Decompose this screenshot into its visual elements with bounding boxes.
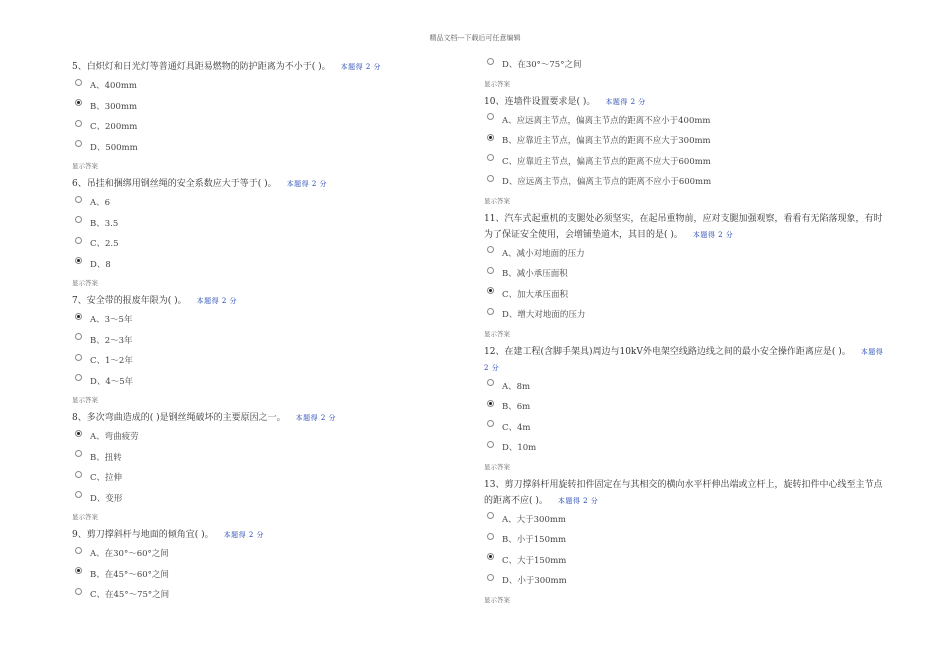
answer-option[interactable] [484, 376, 884, 397]
question-text [484, 208, 884, 243]
answer-option[interactable] [484, 550, 884, 571]
radio-button[interactable] [75, 120, 82, 127]
question-block [484, 474, 884, 607]
question-text [72, 173, 462, 192]
answer-option[interactable] [484, 263, 884, 284]
answer-option[interactable] [484, 509, 884, 530]
score-label: 本题得 2 分 [286, 180, 328, 188]
score-label: 本题得 2 分 [295, 414, 337, 422]
option-label: D、应远离主节点，偏离主节点的距离不应小于600mm [502, 177, 712, 188]
option-label: A、弯曲疲劳 [90, 432, 139, 443]
question-block [72, 173, 462, 290]
question-block [484, 208, 884, 341]
option-label: B、300mm [90, 101, 138, 112]
option-label: A、减小对地面的压力 [502, 248, 585, 259]
answer-option[interactable] [72, 137, 462, 158]
question-block [72, 524, 462, 605]
question-stem: 11、汽车式起重机的支腿处必须坚实，在起吊重物前，应对支腿加强观察，看看有无陷落现象，有时为了保证安全使用，会增铺垫道木，其目的是( )。 [484, 213, 883, 240]
radio-button[interactable] [487, 553, 494, 560]
question-stem: 7、安全带的报废年限为( )。 [72, 296, 187, 306]
radio-button[interactable] [75, 237, 82, 244]
radio-button[interactable] [487, 113, 494, 120]
radio-button[interactable] [487, 308, 494, 315]
radio-button[interactable] [487, 267, 494, 274]
radio-button[interactable] [75, 333, 82, 340]
answer-option[interactable] [72, 350, 462, 371]
show-answer-link[interactable]: 显示答案 [484, 79, 510, 88]
radio-button[interactable] [487, 379, 494, 386]
radio-button[interactable] [75, 196, 82, 203]
show-answer-link[interactable]: 显示答案 [72, 396, 98, 404]
show-answer-link[interactable]: 显示答案 [72, 162, 98, 170]
answer-option[interactable] [72, 467, 462, 488]
option-label: B、减小承压面积 [502, 269, 568, 280]
answer-option[interactable] [484, 171, 884, 192]
question-block [484, 341, 884, 474]
option-label: A、大于300mm [502, 514, 566, 525]
answer-option[interactable] [72, 330, 462, 351]
radio-button[interactable] [487, 154, 494, 161]
question-block [484, 91, 884, 208]
radio-button[interactable] [487, 58, 494, 65]
option-label: C、200mm [90, 122, 138, 133]
answer-option[interactable] [484, 529, 884, 550]
answer-option[interactable] [484, 437, 884, 458]
answer-option[interactable] [72, 447, 462, 468]
option-label: A、8m [502, 381, 531, 392]
option-label: A、6 [90, 198, 111, 209]
question-stem: 9、剪刀撑斜杆与地面的倾角宜( )。 [72, 530, 214, 540]
show-answer-link[interactable]: 显示答案 [72, 513, 98, 521]
option-label: A、在30°～60°之间 [90, 549, 169, 560]
show-answer-link[interactable]: 显示答案 [484, 595, 510, 604]
option-label: D、4～5年 [90, 376, 134, 387]
page-header: 精品文档---下载后可任意编辑 [429, 34, 521, 42]
radio-button[interactable] [487, 287, 494, 294]
score-label: 本题得 2 分 [557, 496, 599, 505]
option-label: B、在45°～60°之间 [90, 569, 169, 580]
question-text [484, 474, 884, 509]
option-label: A、400mm [90, 81, 137, 92]
score-label: 本题得 2 分 [196, 297, 238, 305]
question-block [72, 56, 462, 173]
answer-option[interactable] [484, 304, 884, 325]
answer-option[interactable] [484, 396, 884, 417]
option-label: C、4m [502, 422, 531, 433]
score-label: 本题得 2 分 [340, 63, 382, 71]
option-label: B、应靠近主节点，偏离主节点的距离不应大于300mm [502, 136, 711, 147]
question-stem: 6、吊挂和捆绑用钢丝绳的安全系数应大于等于( )。 [72, 179, 277, 189]
score-label: 本题得 2 分 [605, 97, 646, 106]
option-label: D、在30°～75°之间 [502, 60, 582, 71]
question-text [484, 341, 884, 376]
answer-option[interactable] [484, 243, 884, 264]
answer-option[interactable] [72, 254, 462, 275]
question-text [72, 524, 462, 543]
option-label: C、拉伸 [90, 473, 123, 484]
question-text [484, 91, 884, 110]
right-column [484, 56, 884, 607]
option-label: A、应远离主节点，偏离主节点的距离不应小于400mm [502, 115, 711, 126]
answer-option[interactable] [484, 110, 884, 131]
answer-option[interactable] [484, 417, 884, 438]
option-label: B、扭转 [90, 452, 122, 463]
radio-button[interactable] [75, 216, 82, 223]
score-label: 本题得 2 分 [484, 347, 884, 372]
score-label: 本题得 2 分 [223, 531, 265, 539]
option-label: B、6m [502, 402, 531, 413]
radio-button[interactable] [75, 257, 82, 264]
show-answer-link[interactable]: 显示答案 [484, 329, 510, 338]
radio-button[interactable] [487, 533, 494, 540]
option-label: D、500mm [90, 142, 138, 153]
option-label: A、3～5年 [90, 315, 133, 326]
answer-option[interactable] [72, 233, 462, 254]
option-label: C、大于150mm [502, 555, 567, 566]
option-label: C、在45°～75°之间 [90, 590, 170, 601]
radio-button[interactable] [75, 354, 82, 361]
radio-button[interactable] [75, 567, 82, 574]
question-block [72, 407, 462, 524]
question-text [72, 290, 462, 309]
radio-button[interactable] [75, 430, 82, 437]
show-answer-link[interactable]: 显示答案 [72, 279, 98, 287]
answer-option[interactable] [72, 371, 462, 392]
option-label: C、2.5 [90, 239, 119, 250]
answer-option[interactable] [72, 564, 462, 585]
question-stem: 10、连墙件设置要求是( )。 [484, 96, 596, 107]
answer-option[interactable] [72, 213, 462, 234]
radio-button[interactable] [487, 400, 494, 407]
radio-button[interactable] [75, 140, 82, 147]
radio-button[interactable] [487, 574, 494, 581]
answer-option[interactable] [484, 151, 884, 172]
show-answer-link[interactable]: 显示答案 [484, 462, 510, 471]
radio-button[interactable] [75, 99, 82, 106]
question-text [72, 407, 462, 426]
radio-button[interactable] [75, 79, 82, 86]
radio-button[interactable] [75, 313, 82, 320]
answer-option[interactable] [72, 309, 462, 330]
radio-button[interactable] [487, 512, 494, 519]
answer-option[interactable] [72, 75, 462, 96]
question-stem: 13、剪刀撑斜杆用旋转扣件固定在与其相交的横向水平杆伸出端或立杆上，旋转扣件中心线至主节点的距离不应( )。 [484, 479, 883, 506]
option-label: D、增大对地面的压力 [502, 310, 586, 321]
answer-option[interactable] [484, 130, 884, 151]
show-answer-link[interactable]: 显示答案 [484, 196, 510, 205]
option-label: B、3.5 [90, 218, 119, 229]
answer-option[interactable] [72, 116, 462, 137]
question-stem: 8、多次弯曲造成的( )是钢丝绳破坏的主要原因之一。 [72, 413, 286, 423]
radio-button[interactable] [487, 246, 494, 253]
radio-button[interactable] [75, 491, 82, 498]
answer-option[interactable] [72, 426, 462, 447]
option-label: C、应靠近主节点，偏离主节点的距离不应大于600mm [502, 156, 711, 167]
radio-button[interactable] [487, 420, 494, 427]
answer-option[interactable] [484, 284, 884, 305]
answer-option[interactable] [72, 192, 462, 213]
radio-button[interactable] [75, 471, 82, 478]
question-stem: 5、白炽灯和日光灯等普通灯具距易燃物的防护距离为不小于( )。 [72, 62, 331, 72]
answer-option[interactable] [72, 584, 462, 605]
option-label: D、10m [502, 443, 537, 454]
radio-button[interactable] [75, 547, 82, 554]
radio-button[interactable] [487, 175, 494, 182]
radio-button[interactable] [487, 441, 494, 448]
radio-button[interactable] [75, 450, 82, 457]
radio-button[interactable] [487, 134, 494, 141]
question-text [72, 56, 462, 75]
option-label: D、变形 [90, 493, 123, 504]
radio-button[interactable] [75, 374, 82, 381]
question-block [72, 290, 462, 407]
option-label: C、加大承压面积 [502, 289, 569, 300]
option-label: B、2～3年 [90, 335, 133, 346]
answer-option[interactable] [72, 488, 462, 509]
score-label: 本题得 2 分 [692, 230, 734, 239]
option-label: D、小于300mm [502, 576, 567, 587]
answer-option[interactable] [72, 96, 462, 117]
option-label: D、8 [90, 259, 111, 270]
answer-option[interactable] [484, 570, 884, 591]
option-label: C、1～2年 [90, 356, 133, 367]
left-column [72, 56, 462, 605]
option-label: B、小于150mm [502, 535, 567, 546]
answer-option[interactable] [484, 54, 884, 75]
answer-option[interactable] [72, 543, 462, 564]
question-stem: 12、在建工程(含脚手架具)周边与10kV外电架空线路边线之间的最小安全操作距离应是( )。 [484, 346, 851, 357]
radio-button[interactable] [75, 588, 82, 595]
